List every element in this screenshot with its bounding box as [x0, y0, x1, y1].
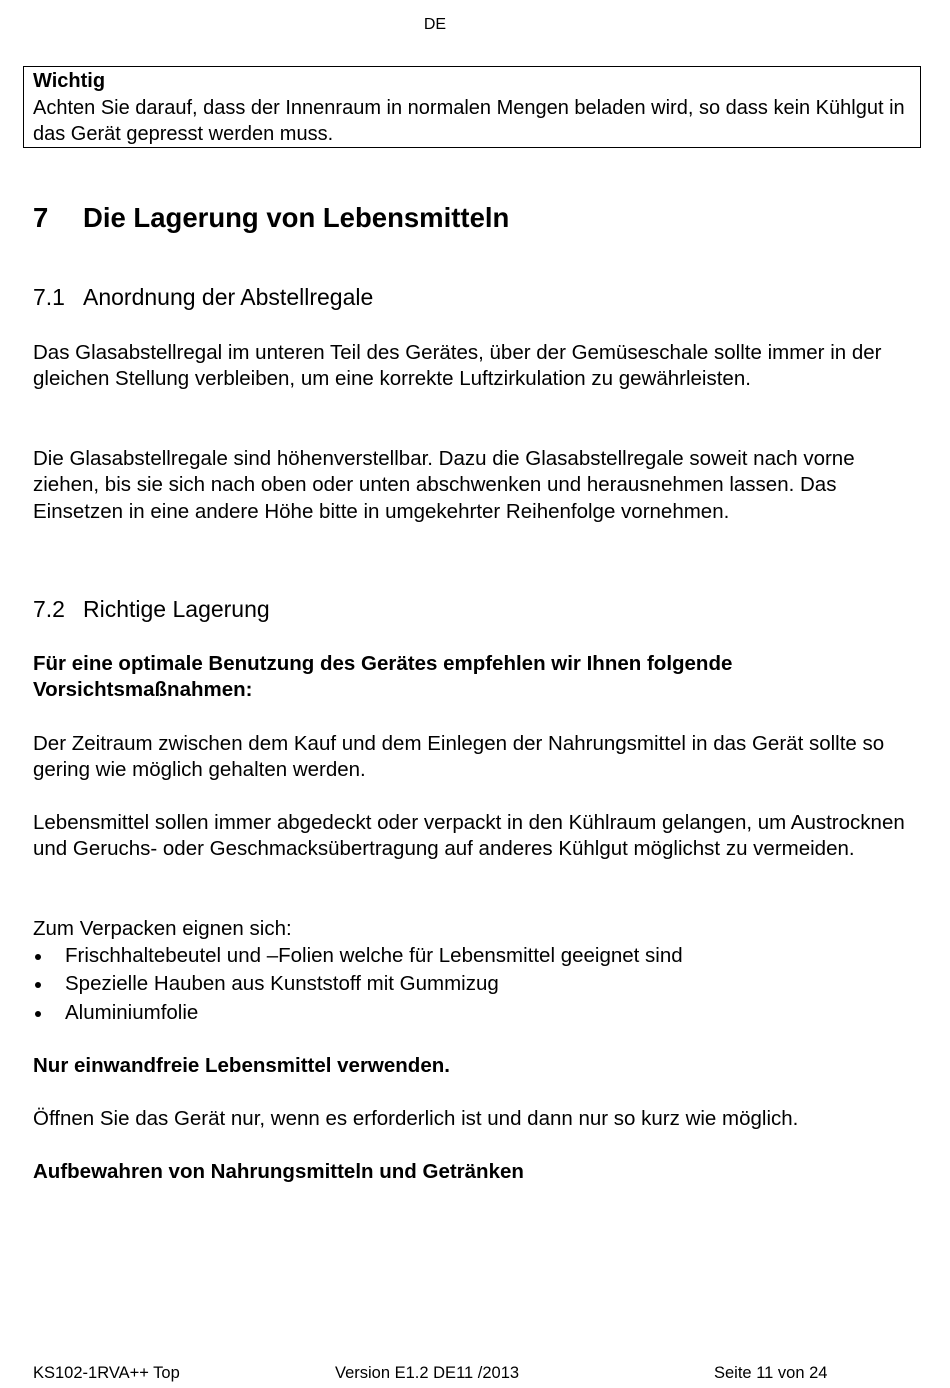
- section-7-2-title: Richtige Lagerung: [83, 596, 270, 622]
- header-language: DE: [423, 16, 447, 33]
- section-7-heading: [33, 202, 509, 234]
- packaging-list: [33, 942, 913, 1027]
- section-7-2-number: 7.2: [33, 596, 65, 622]
- bullet-icon: [35, 1011, 41, 1017]
- paragraph-adjustable-shelves: Die Glasabstellregale sind höhenverstellbar. Dazu die Glasabstellregale soweit nach vorne ziehen, bis sie sich nach oben oder unten abschwenken und herausnehmen lassen. Das Einsetzen in eine andere Höhe bitte in umgekehrter Reihenfolge vornehmen.: [33, 447, 855, 523]
- section-7-2-heading: [33, 596, 270, 623]
- footer-page-number: Seite 11 von 24: [714, 1364, 828, 1382]
- paragraph-covered-food: Lebensmittel sollen immer abgedeckt oder verpackt in den Kühlraum gelangen, um Austrocknen und Geruchs- oder Geschmacksübertragung auf anderes Kühlgut möglichst zu vermeiden.: [33, 811, 905, 861]
- section-7-title: Die Lagerung von Lebensmitteln: [83, 202, 510, 233]
- list-item: Aluminiumfolie: [33, 999, 913, 1027]
- bullet-icon: [35, 982, 41, 988]
- packaging-list-intro: Zum Verpacken eignen sich:: [33, 917, 292, 940]
- paragraph-glass-shelf-position: Das Glasabstellregal im unteren Teil des Gerätes, über der Gemüseschale sollte immer in der gleichen Stellung verbleiben, um eine korrekte Luftzirkulation zu gewährleisten.: [33, 341, 882, 391]
- notice-title: Wichtig: [33, 70, 106, 92]
- list-item: Spezielle Hauben aus Kunststoff mit Gummizug: [33, 970, 913, 998]
- paragraph-storage-time: Der Zeitraum zwischen dem Kauf und dem Einlegen der Nahrungsmittel in das Gerät sollte so gering wie möglich gehalten werden.: [33, 732, 885, 782]
- important-notice-box: [23, 66, 921, 148]
- footer-version: Version E1.2 DE11 /2013: [335, 1364, 520, 1382]
- list-item: Frischhaltebeutel und –Folien welche für Lebensmittel geeignet sind: [33, 942, 913, 970]
- bullet-icon: [35, 954, 41, 960]
- section-7-1-number: 7.1: [33, 284, 65, 310]
- subheading-food-and-drinks: Aufbewahren von Nahrungsmitteln und Getränken: [33, 1160, 524, 1183]
- notice-text: Achten Sie darauf, dass der Innenraum in normalen Mengen beladen wird, so dass kein Kühlgut in das Gerät gepresst werden muss.: [33, 97, 905, 145]
- section-7-1-title: Anordnung der Abstellregale: [83, 284, 374, 310]
- section-7-number: 7: [33, 202, 49, 233]
- paragraph-open-door-briefly: Öffnen Sie das Gerät nur, wenn es erforderlich ist und dann nur so kurz wie möglich.: [33, 1107, 799, 1130]
- section-7-1-heading: [33, 284, 373, 311]
- precautions-intro: Für eine optimale Benutzung des Gerätes empfehlen wir Ihnen folgende Vorsichtsmaßnahmen:: [33, 652, 733, 702]
- only-fresh-food-note: Nur einwandfreie Lebensmittel verwenden.: [33, 1054, 450, 1077]
- footer-model: KS102-1RVA++ Top: [33, 1364, 180, 1382]
